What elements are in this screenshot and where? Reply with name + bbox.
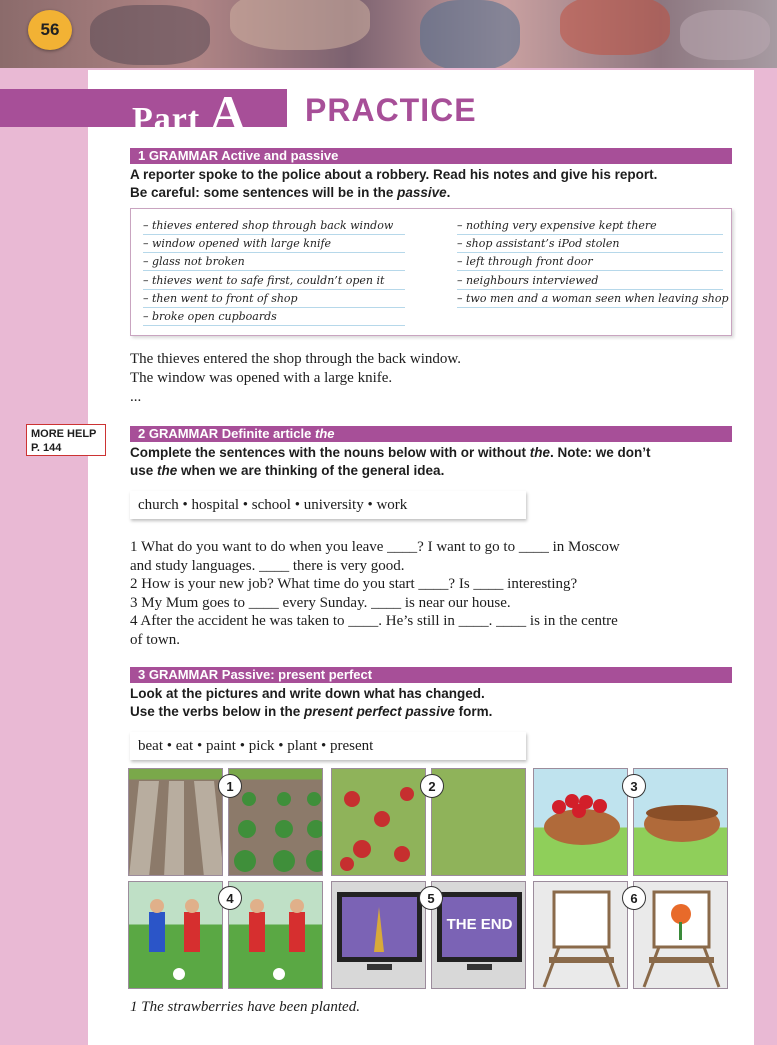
note-item: – neighbours interviewed — [457, 272, 723, 290]
section-3-instruction — [130, 685, 730, 721]
picture-tv-before — [331, 881, 426, 989]
instruction-line: A reporter spoke to the police about a robbery. Read his notes and give his report. — [130, 167, 658, 182]
example-answer: 1 The strawberries have been planted. — [130, 999, 360, 1015]
example-report — [130, 350, 461, 407]
picture-number: 4 — [218, 886, 242, 910]
picture-number: 2 — [420, 774, 444, 798]
note-item: – left through front door — [457, 253, 723, 271]
section-2-instruction — [130, 444, 730, 480]
picture-easel-before — [533, 881, 628, 989]
example-line: The thieves entered the shop through the back window. — [130, 351, 462, 367]
note-item: – shop assistant’s iPod stolen — [457, 235, 723, 253]
instruction-line: Be careful: some sentences will be in the passive. — [130, 185, 451, 200]
picture-number: 1 — [218, 774, 242, 798]
example-line: ... — [130, 389, 142, 405]
page-number-badge: 56 — [28, 10, 72, 50]
section-2-heading: 2 GRAMMAR Definite article the — [130, 426, 732, 442]
sentence-line: 1 What do you want to do when you leave ____? I want to go to ____ in Moscow — [130, 539, 620, 555]
sentence-line: 3 My Mum goes to ____ every Sunday. ____ is near our house. — [130, 594, 511, 611]
picture-tv-after — [431, 881, 526, 989]
note-item: – broke open cupboards — [143, 308, 405, 326]
tv-screen-text: THE END — [446, 916, 513, 933]
picture-number: 3 — [622, 774, 646, 798]
reporter-notes-box — [130, 208, 732, 336]
picture-easel-after — [633, 881, 728, 989]
picture-bowl-empty — [633, 768, 728, 876]
instruction-line: Use the verbs below in the present perfect passive form. — [130, 704, 493, 719]
picture-apples-after — [431, 768, 526, 876]
more-help-label: MORE HELP — [31, 428, 97, 440]
sentence-line: 2 How is your new job? What time do you start ____? Is ____ interesting? — [130, 576, 578, 592]
sentence-line: of town. — [130, 631, 180, 648]
sentence-line: and study languages. ____ there is very good. — [130, 557, 405, 574]
example-line: The window was opened with a large knife. — [130, 370, 393, 386]
section-3-heading: 3 GRAMMAR Passive: present perfect — [130, 667, 732, 683]
sentence-line: 4 After the accident he was taken to ____. He’s still in ____. ____ is in the centre — [130, 613, 618, 629]
part-letter: A — [209, 85, 247, 141]
note-item: – nothing very expensive kept there — [457, 217, 723, 235]
note-item: – then went to front of shop — [143, 290, 405, 308]
section-1-instruction — [130, 166, 730, 202]
note-item: – thieves entered shop through back window — [143, 217, 405, 235]
section-1-heading: 1 GRAMMAR Active and passive — [130, 148, 732, 164]
note-item: – glass not broken — [143, 253, 405, 271]
picture-field-before — [128, 768, 223, 876]
more-help-page: P. 144 — [31, 442, 62, 454]
picture-number: 6 — [622, 886, 646, 910]
part-title — [132, 84, 247, 142]
article-sentences — [130, 538, 734, 649]
picture-football-after — [228, 881, 323, 989]
instruction-line: Complete the sentences with the nouns below with or without the. Note: we don’t — [130, 445, 651, 460]
note-item: – window opened with large knife — [143, 235, 405, 253]
picture-bowl-strawberries — [533, 768, 628, 876]
part-label: Part — [132, 101, 201, 138]
picture-apples-before — [331, 768, 426, 876]
instruction-line: Look at the pictures and write down what has changed. — [130, 686, 485, 701]
verb-word-box: beat • eat • paint • pick • plant • present — [130, 732, 526, 760]
page-title: PRACTICE — [305, 92, 477, 128]
noun-word-box: church • hospital • school • university • work — [130, 491, 526, 519]
picture-football-before — [128, 881, 223, 989]
note-item: – two men and a woman seen when leaving shop — [457, 290, 723, 308]
note-item: – thieves went to safe first, couldn’t open it — [143, 272, 405, 290]
more-help-link[interactable] — [26, 424, 106, 456]
instruction-line: use the when we are thinking of the general idea. — [130, 463, 445, 478]
picture-field-after — [228, 768, 323, 876]
picture-number: 5 — [419, 886, 443, 910]
header-photo-banner — [0, 0, 777, 68]
